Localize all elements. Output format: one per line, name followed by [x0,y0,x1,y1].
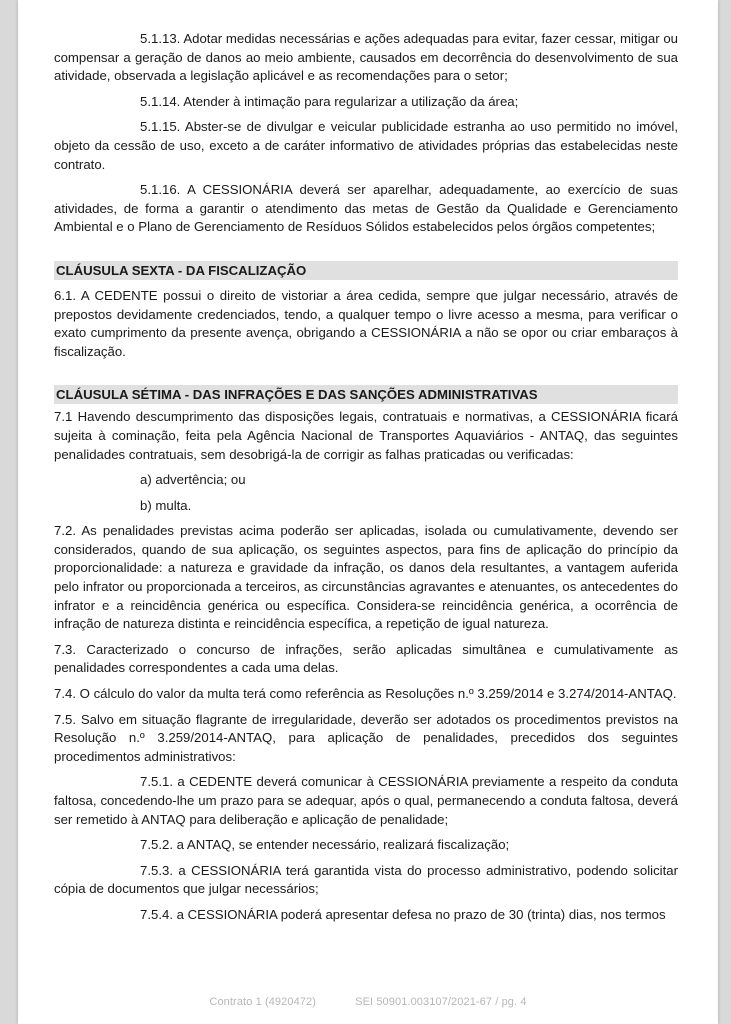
paragraph-7-2: 7.2. As penalidades previstas acima poderão ser aplicadas, isolada ou cumulativamente, devendo ser considerados, quando de sua aplicação, os seguintes aspectos, para fins de aplicação do princípio da proporcionalidade: a natureza e gravidade da infração, os danos dela resultantes, a vantagem auferida pelo infrator ou proporcionada a terceiros, as circunstâncias agravantes e atenuantes, os antecedentes do infrator e a reincidência genérica ou específica. Considera-se reincidência genérica, a ocorrência de infração de natureza distinta e reincidência específica, a repetição de igual natureza. [54,523,678,632]
paragraph-7-5-1: 7.5.1. a CEDENTE deverá comunicar à CESSIONÁRIA previamente a respeito da conduta faltosa, concedendo-lhe um prazo para se adequar, após o qual, permanecendo a conduta faltosa, deverá ser remetido à ANTAQ para deliberação e aplicação de penalidade; [54,774,678,827]
document-page [18,0,718,1024]
paragraph-7-5-4: 7.5.4. a CESSIONÁRIA poderá apresentar defesa no prazo de 30 (trinta) dias, nos termos [140,906,666,922]
paragraph-5-1-15: 5.1.15. Abster-se de divulgar e veicular publicidade estranha ao uso permitido no imóvel, objeto da cessão de uso, exceto a de caráter informativo de atividades próprias das estabelecidas neste contrato. [54,119,678,172]
section-heading-clausula-setima: CLÁUSULA SÉTIMA - DAS INFRAÇÕES E DAS SANÇÕES ADMINISTRATIVAS [54,385,678,404]
paragraph-5-1-13: 5.1.13. Adotar medidas necessárias e ações adequadas para evitar, fazer cessar, mitigar ou compensar a geração de danos ao meio ambiente, causados em decorrência do desenvolvimento de sua atividade, observada a legislação aplicável e as recomendações para o setor; [54,31,678,84]
page-footer [18,996,718,1008]
footer-contract-id: Contrato 1 (4920472) [209,996,316,1008]
paragraph-5-1-16: 5.1.16. A CESSIONÁRIA deverá ser aparelhar, adequadamente, ao exercício de suas atividades, de forma a garantir o atendimento das metas de Gestão da Qualidade e Gerenciamento Ambiental e o Plano de Gerenciamento de Resíduos Sólidos estabelecidos pelos órgãos competentes; [54,182,678,235]
list-item-a: a) advertência; ou [140,472,246,488]
section-heading-clausula-sexta: CLÁUSULA SEXTA - DA FISCALIZAÇÃO [54,261,678,280]
paragraph-5-1-14: 5.1.14. Atender à intimação para regularizar a utilização da área; [140,93,519,109]
document-body [54,30,678,925]
paragraph-7-5-2: 7.5.2. a ANTAQ, se entender necessário, realizará fiscalização; [140,837,510,853]
paragraph-7-5-3: 7.5.3. a CESSIONÁRIA terá garantida vista do processo administrativo, podendo solicitar cópia de documentos que julgar necessários; [54,862,678,897]
footer-sei-reference: SEI 50901.003107/2021-67 / pg. 4 [355,996,527,1008]
list-item-b: b) multa. [140,497,192,513]
paragraph-7-3: 7.3. Caracterizado o concurso de infrações, serão aplicadas simultânea e cumulativamente as penalidades correspondentes a cada uma delas. [54,641,678,676]
paragraph-7-5: 7.5. Salvo em situação flagrante de irregularidade, deverão ser adotados os procedimentos previstos na Resolução n.º 3.259/2014-ANTAQ, para aplicação de penalidades, precedidos dos seguintes procedimentos administrativos: [54,711,678,764]
paragraph-7-1: 7.1 Havendo descumprimento das disposições legais, contratuais e normativas, a CESSIONÁRIA ficará sujeita à cominação, feita pela Agência Nacional de Transportes Aquaviários - ANTAQ, das seguintes penalidades contratuais, sem desobrigá-la de corrigir as falhas praticadas ou verificadas: [54,409,678,462]
paragraph-7-4: 7.4. O cálculo do valor da multa terá como referência as Resoluções n.º 3.259/2014 e 3.274/2014-ANTAQ. [54,686,677,702]
paragraph-6-1: 6.1. A CEDENTE possui o direito de vistoriar a área cedida, sempre que julgar necessário, através de prepostos devidamente credenciados, tendo, a qualquer tempo o livre acesso a mesma, para verificar o exato cumprimento da presente avença, obrigando a CESSIONÁRIA a não se opor ou criar embaraços à fiscalização. [54,287,678,359]
